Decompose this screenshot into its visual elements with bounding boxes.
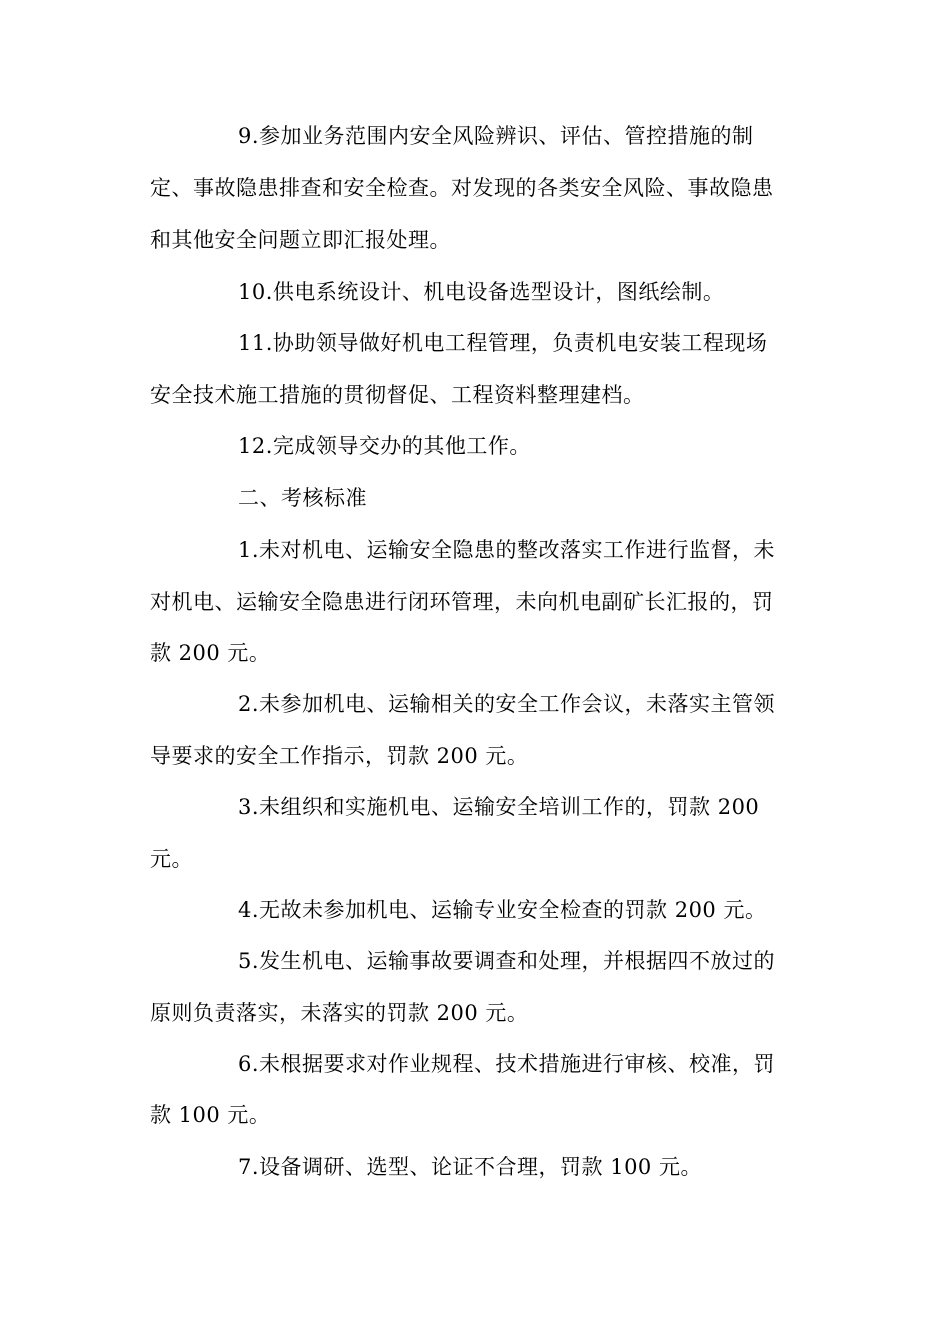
item-9-line-3: 和其他安全问题立即汇报处理。 bbox=[150, 228, 451, 252]
criterion-7-line-1: 7.设备调研、选型、论证不合理，罚款 100 元。 bbox=[238, 1155, 702, 1179]
criterion-4-line-1: 4.无故未参加机电、运输专业安全检查的罚款 200 元。 bbox=[238, 898, 767, 922]
item-11-line-2: 安全技术施工措施的贯彻督促、工程资料整理建档。 bbox=[150, 383, 645, 407]
section-heading: 二、考核标准 bbox=[238, 486, 367, 510]
item-11-line-1: 11.协助领导做好机电工程管理，负责机电安装工程现场 bbox=[238, 331, 768, 355]
item-10-line-1: 10.供电系统设计、机电设备选型设计，图纸绘制。 bbox=[238, 280, 725, 304]
criterion-3-line-1: 3.未组织和实施机电、运输安全培训工作的，罚款 200 bbox=[238, 795, 760, 819]
criterion-6-line-2: 款 100 元。 bbox=[150, 1103, 271, 1127]
criterion-1-line-1: 1.未对机电、运输安全隐患的整改落实工作进行监督，未 bbox=[238, 538, 776, 562]
criterion-1-line-2: 对机电、运输安全隐患进行闭环管理，未向机电副矿长汇报的，罚 bbox=[150, 590, 774, 614]
item-9-line-1: 9.参加业务范围内安全风险辨识、评估、管控措施的制 bbox=[238, 124, 754, 148]
item-9-line-2: 定、事故隐患排查和安全检查。对发现的各类安全风险、事故隐患 bbox=[150, 176, 774, 200]
criterion-2-line-2: 导要求的安全工作指示，罚款 200 元。 bbox=[150, 744, 529, 768]
criterion-3-line-2: 元。 bbox=[150, 847, 193, 871]
criterion-6-line-1: 6.未根据要求对作业规程、技术措施进行审核、校准，罚 bbox=[238, 1052, 776, 1076]
criterion-5-line-1: 5.发生机电、运输事故要调查和处理，并根据四不放过的 bbox=[238, 949, 776, 973]
criterion-1-line-3: 款 200 元。 bbox=[150, 641, 271, 665]
item-12-line-1: 12.完成领导交办的其他工作。 bbox=[238, 434, 531, 458]
criterion-5-line-2: 原则负责落实，未落实的罚款 200 元。 bbox=[150, 1001, 529, 1025]
criterion-2-line-1: 2.未参加机电、运输相关的安全工作会议，未落实主管领 bbox=[238, 692, 776, 716]
